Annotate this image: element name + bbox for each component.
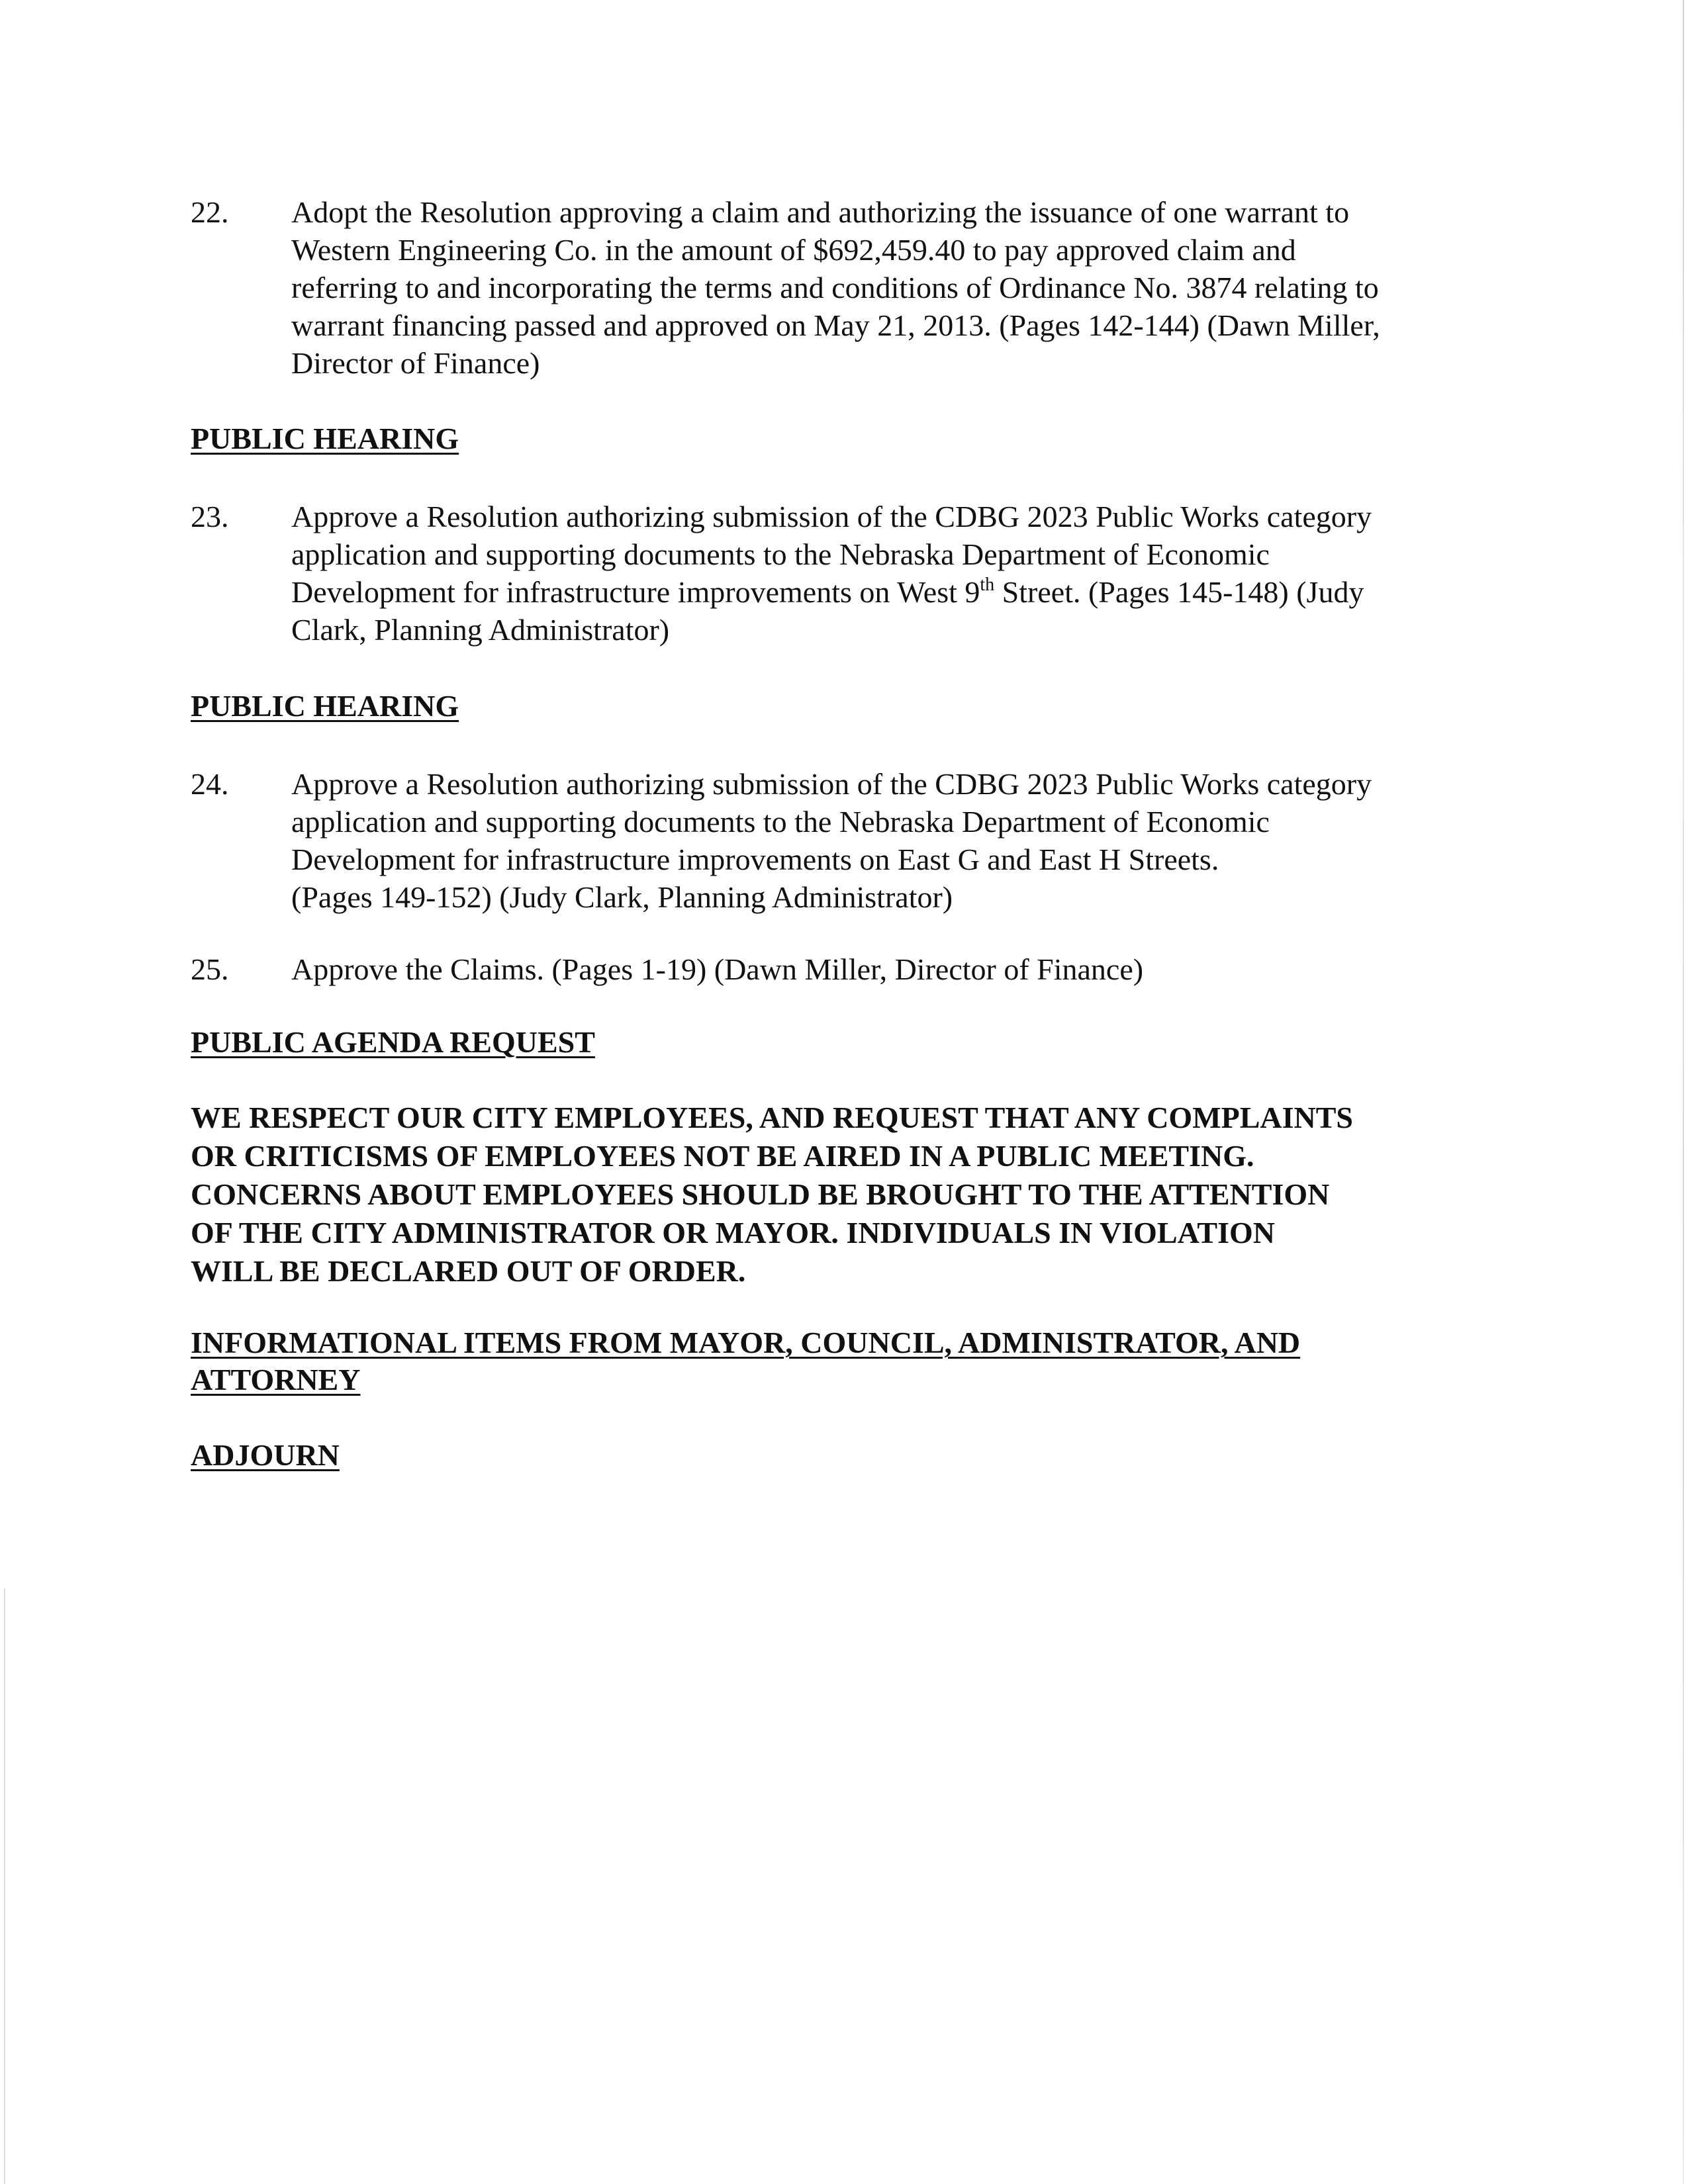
item-line-part: Development for infrastructure improvements on West 9 — [291, 575, 980, 609]
item-line: warrant financing passed and approved on May 21, 2013. (Pages 142-144) (Dawn Miller, — [291, 308, 1380, 342]
item-text — [291, 765, 1483, 916]
item-line-part: Street. (Pages 145-148) (Judy — [994, 575, 1364, 609]
notice-line: WE RESPECT OUR CITY EMPLOYEES, AND REQUEST THAT ANY COMPLAINTS — [191, 1101, 1354, 1134]
item-line: Clark, Planning Administrator) — [291, 613, 670, 647]
item-line: Western Engineering Co. in the amount of $692,459.40 to pay approved claim and — [291, 233, 1296, 267]
item-text — [291, 950, 1483, 988]
item-line: Approve the Claims. (Pages 1-19) (Dawn Miller, Director of Finance) — [291, 952, 1144, 986]
scan-edge — [1683, 0, 1684, 2184]
item-line: referring to and incorporating the terms and conditions of Ordinance No. 3874 relating to — [291, 271, 1379, 304]
item-line: Approve a Resolution authorizing submission of the CDBG 2023 Public Works category — [291, 500, 1372, 533]
item-number: 23. — [191, 500, 229, 533]
section-heading-public-hearing: PUBLIC HEARING — [191, 689, 459, 723]
employee-conduct-notice — [191, 1099, 1488, 1291]
notice-line: CONCERNS ABOUT EMPLOYEES SHOULD BE BROUGHT TO THE ATTENTION — [191, 1177, 1330, 1211]
notice-line: WILL BE DECLARED OUT OF ORDER. — [191, 1254, 746, 1288]
item-line: Adopt the Resolution approving a claim and authorizing the issuance of one warrant to — [291, 195, 1350, 229]
item-line: Approve a Resolution authorizing submission of the CDBG 2023 Public Works category — [291, 767, 1372, 801]
section-heading-public-hearing: PUBLIC HEARING — [191, 422, 459, 455]
notice-line: OF THE CITY ADMINISTRATOR OR MAYOR. INDIVIDUALS IN VIOLATION — [191, 1216, 1275, 1250]
section-heading-adjourn: ADJOURN — [191, 1438, 340, 1472]
section-heading-informational-items: INFORMATIONAL ITEMS FROM MAYOR, COUNCIL, ADMINISTRATOR, AND — [191, 1326, 1301, 1359]
item-number: 22. — [191, 195, 229, 229]
section-heading-public-agenda-request: PUBLIC AGENDA REQUEST — [191, 1025, 595, 1059]
item-line: Director of Finance) — [291, 346, 540, 380]
item-number: 25. — [191, 952, 229, 986]
item-text — [291, 193, 1483, 382]
item-line: (Pages 149-152) (Judy Clark, Planning Administrator) — [291, 880, 953, 914]
scan-edge — [4, 1588, 5, 2184]
item-line: application and supporting documents to the Nebraska Department of Economic — [291, 805, 1270, 839]
ordinal-suffix: th — [980, 574, 995, 595]
notice-line: OR CRITICISMS OF EMPLOYEES NOT BE AIRED IN A PUBLIC MEETING. — [191, 1139, 1254, 1173]
item-line: application and supporting documents to the Nebraska Department of Economic — [291, 537, 1270, 571]
item-line: Development for infrastructure improvements on East G and East H Streets. — [291, 842, 1219, 876]
item-number: 24. — [191, 767, 229, 801]
item-line — [291, 573, 1483, 611]
item-text — [291, 498, 1483, 649]
section-heading-informational-items-cont: ATTORNEY — [191, 1363, 361, 1396]
